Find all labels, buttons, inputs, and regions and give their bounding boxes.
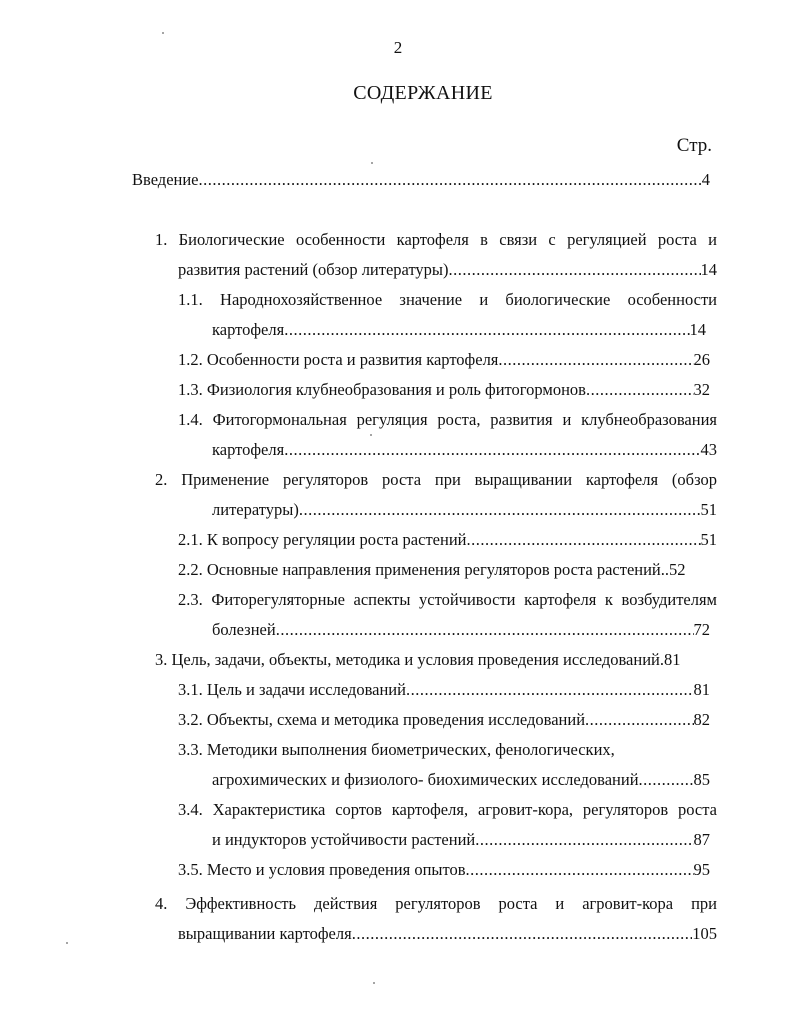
leader-dots [639, 769, 694, 791]
toc-chapter-1 [178, 259, 717, 281]
toc-page-number: 43 [700, 440, 717, 459]
toc-page-number: 72 [693, 620, 710, 639]
toc-page-number: 14 [689, 320, 706, 339]
toc-entry-text: картофеля [212, 440, 285, 459]
leader-dots [475, 829, 693, 851]
toc-entry-text: и индукторов устойчивости растений [212, 830, 476, 849]
toc-entry-text: Введение [132, 170, 199, 189]
toc-page-number: 4 [701, 170, 710, 189]
scan-speck [370, 434, 372, 436]
toc-page-number: 26 [693, 350, 710, 369]
toc-section-1-4 [212, 439, 717, 461]
toc-entry-text: 2.1. К вопросу регуляции роста растений [178, 530, 467, 549]
toc-entry-text: агрохимических и физиолого- биохимических исследований [212, 770, 639, 789]
toc-page-number: 105 [692, 924, 717, 943]
toc-section-1-1 [212, 319, 706, 341]
scan-speck [373, 982, 375, 984]
leader-dots [352, 923, 693, 945]
toc-section-1-2 [178, 349, 710, 371]
toc-section-2-2 [178, 559, 717, 581]
toc-page-number: 52 [669, 560, 686, 579]
toc-page-number: 14 [700, 260, 717, 279]
toc-section-3-4 [212, 829, 710, 851]
toc-section-3-4-line-1: 3.4. Характеристика сортов картофеля, агровит-кора, регуляторов роста [178, 800, 717, 819]
leader-dots [284, 319, 689, 341]
toc-section-1-3 [178, 379, 710, 401]
toc-page-number: 51 [700, 500, 717, 519]
toc-section-1-1-line-1: 1.1. Народнохозяйственное значение и биологические особенности [178, 290, 717, 309]
toc-entry-text: болезней [212, 620, 276, 639]
toc-entry-text: 3. Цель, задачи, объекты, методика и условия проведения исследований. [155, 650, 664, 669]
toc-section-3-2 [178, 709, 710, 731]
toc-page-number: 82 [693, 710, 710, 729]
toc-page-number: 87 [693, 830, 710, 849]
toc-entry-text: 2.2. Основные направления применения регуляторов роста растений.. [178, 560, 670, 579]
page-column-label: Стр. [676, 135, 712, 156]
toc-chapter-3 [155, 649, 725, 671]
leader-dots [498, 349, 693, 371]
toc-page-number: 51 [700, 530, 717, 549]
toc-entry-text: литературы) [212, 500, 299, 519]
toc-entry-text: выращивании картофеля [178, 924, 352, 943]
toc-page-number: 32 [693, 380, 710, 399]
toc-chapter-1-line-1: 1. Биологические особенности картофеля в связи с регуляцией роста и [155, 230, 717, 249]
toc-entry-intro [132, 169, 710, 191]
toc-chapter-4 [178, 923, 717, 945]
scan-speck [371, 162, 373, 164]
leader-dots [449, 259, 701, 281]
toc-entry-text: развития растений (обзор литературы) [178, 260, 449, 279]
toc-entry-text: 1.2. Особенности роста и развития картофеля [178, 350, 499, 369]
toc-section-2-3 [212, 619, 710, 641]
page-title: СОДЕРЖАНИЕ [353, 82, 493, 104]
toc-entry-text: картофеля [212, 320, 285, 339]
toc-section-3-3 [212, 769, 710, 791]
leader-dots [276, 619, 694, 641]
toc-section-1-4-line-1: 1.4. Фитогормональная регуляция роста, развития и клубнеобразования [178, 410, 717, 429]
toc-page-number: 85 [693, 770, 710, 789]
toc-entry-text: 3.1. Цель и задачи исследований [178, 680, 406, 699]
leader-dots [284, 439, 700, 461]
toc-page-number: 95 [693, 860, 710, 879]
toc-section-2-1 [178, 529, 717, 551]
leader-dots [466, 859, 694, 881]
toc-entry-text: 1.3. Физиология клубнеобразования и роль фитогормонов [178, 380, 586, 399]
toc-entry-text: 3.2. Объекты, схема и методика проведения исследований [178, 710, 586, 729]
leader-dots [585, 709, 693, 731]
leader-dots [406, 679, 694, 701]
leader-dots [299, 499, 701, 521]
scan-speck [66, 942, 68, 944]
toc-entry-text: 3.5. Место и условия проведения опытов [178, 860, 466, 879]
toc-chapter-4-line-1: 4. Эффективность действия регуляторов роста и агровит-кора при [155, 894, 717, 913]
toc-chapter-2-line-1: 2. Применение регуляторов роста при выращивании картофеля (обзор [155, 470, 717, 489]
leader-dots [466, 529, 700, 551]
toc-section-3-3-line-1: 3.3. Методики выполнения биометрических, фенологических, [178, 740, 615, 759]
page-number: 2 [393, 38, 403, 57]
leader-dots [586, 379, 694, 401]
toc-section-3-5 [178, 859, 710, 881]
toc-page-number: 81 [693, 680, 710, 699]
toc-section-2-3-line-1: 2.3. Фиторегуляторные аспекты устойчивости картофеля к возбудителям [178, 590, 717, 609]
toc-chapter-2 [212, 499, 717, 521]
scan-speck [162, 32, 164, 34]
leader-dots [199, 169, 702, 191]
toc-section-3-1 [178, 679, 710, 701]
toc-page-number: 81 [663, 650, 681, 669]
